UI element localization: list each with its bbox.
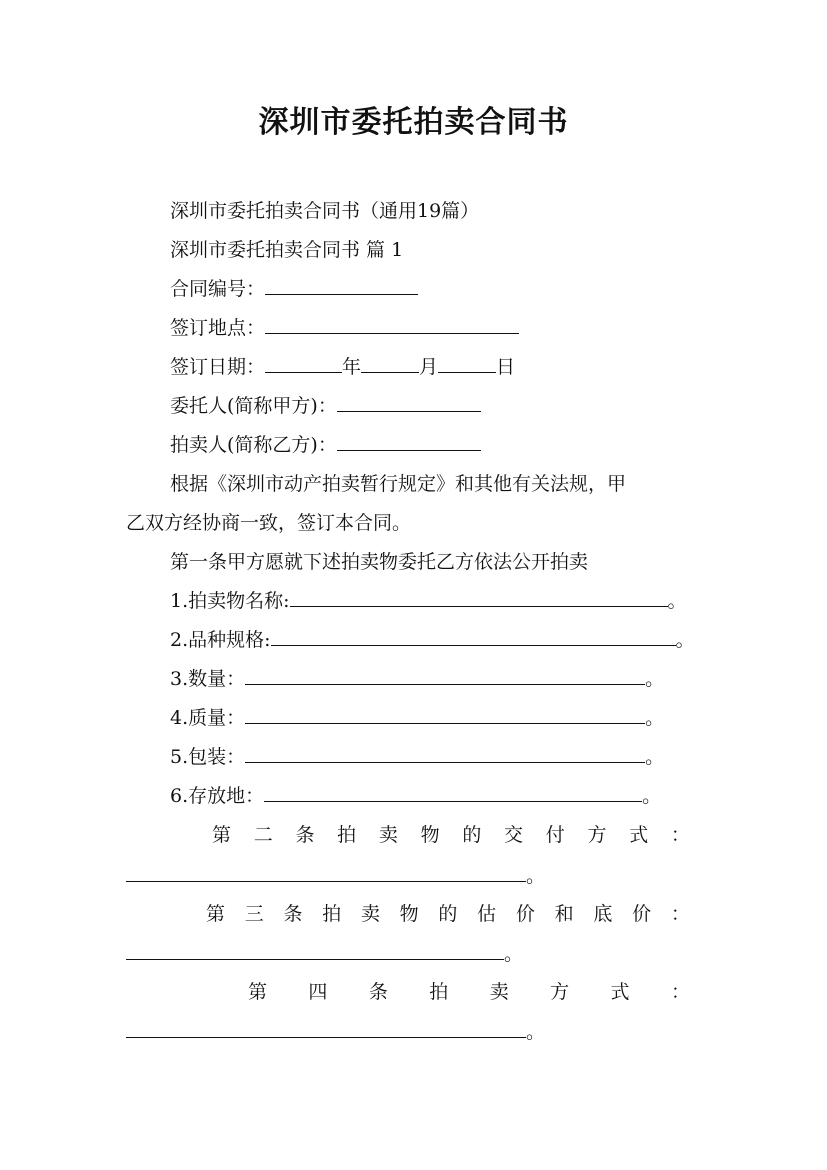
item-3-label: 3.数量： xyxy=(170,668,246,690)
item-5-blank[interactable] xyxy=(245,741,645,763)
article-2-char: 方 xyxy=(587,824,607,846)
item-6-period: 。 xyxy=(642,785,662,807)
article-2-char: 卖 xyxy=(378,824,398,846)
article-3-char: ： xyxy=(670,903,690,925)
item-5-row xyxy=(170,738,664,777)
item-4-label: 4.质量： xyxy=(170,707,246,729)
article-3-heading xyxy=(206,895,690,934)
article-2-char: 第 xyxy=(212,824,232,846)
principal-label: 委托人(简称甲方)： xyxy=(170,395,337,417)
article-4-char: 四 xyxy=(308,981,328,1003)
auctioneer-blank[interactable] xyxy=(337,429,481,451)
item-2-row xyxy=(170,621,695,660)
article-2-period: 。 xyxy=(526,865,546,887)
article-2-blank[interactable] xyxy=(126,860,526,882)
contract-no-blank[interactable] xyxy=(265,273,418,295)
item-1-row xyxy=(170,582,687,621)
article-2-char: 交 xyxy=(504,824,524,846)
sign-date-label: 签订日期： xyxy=(170,356,266,378)
article-2-char: 条 xyxy=(295,824,315,846)
principal-row xyxy=(170,387,481,426)
article-3-char: 第 xyxy=(206,903,226,925)
article-2-char: 物 xyxy=(420,824,440,846)
article-3-char: 底 xyxy=(593,903,613,925)
article-2-char: ： xyxy=(670,824,690,846)
page-title: 深圳市委托拍卖合同书 xyxy=(258,105,569,140)
article-3-char: 卖 xyxy=(360,903,380,925)
article-2-heading xyxy=(212,816,690,855)
article-4-blank[interactable] xyxy=(126,1016,526,1038)
year-blank[interactable] xyxy=(265,351,342,373)
article-4-answer-row xyxy=(126,1013,545,1052)
article-3-char: 价 xyxy=(632,903,652,925)
article-1: 第一条甲方愿就下述拍卖物委托乙方依法公开拍卖 xyxy=(170,551,589,573)
article-3-char: 估 xyxy=(477,903,497,925)
article-4-char: ： xyxy=(670,981,690,1003)
auctioneer-row xyxy=(170,426,481,465)
article-3-char: 和 xyxy=(554,903,574,925)
item-4-blank[interactable] xyxy=(245,702,645,724)
article-4-char: 方 xyxy=(550,981,570,1003)
paragraph-line-1: 根据《深圳市动产拍卖暂行规定》和其他有关法规，甲 xyxy=(170,473,627,495)
sign-place-label: 签订地点： xyxy=(170,317,266,339)
article-4-period: 。 xyxy=(526,1021,546,1043)
article-3-char: 物 xyxy=(399,903,419,925)
item-1-blank[interactable] xyxy=(290,585,668,607)
item-2-period: 。 xyxy=(675,629,695,651)
article-4-char: 卖 xyxy=(489,981,509,1003)
month-blank[interactable] xyxy=(361,351,419,373)
principal-blank[interactable] xyxy=(337,390,481,412)
contract-no-row xyxy=(170,270,418,309)
article-2-char: 拍 xyxy=(337,824,357,846)
article-3-char: 拍 xyxy=(322,903,342,925)
paragraph-line-2: 乙双方经协商一致，签订本合同。 xyxy=(126,512,412,534)
article-3-char: 三 xyxy=(244,903,264,925)
article-4-char: 条 xyxy=(368,981,388,1003)
article-3-char: 的 xyxy=(438,903,458,925)
article-4-heading xyxy=(248,973,690,1012)
article-2-char: 付 xyxy=(545,824,565,846)
sign-place-blank[interactable] xyxy=(265,312,519,334)
item-4-row xyxy=(170,699,664,738)
item-6-row xyxy=(170,777,661,816)
item-1-period: 。 xyxy=(667,590,687,612)
day-label: 日 xyxy=(496,356,516,378)
item-4-period: 。 xyxy=(645,707,665,729)
article-2-answer-row xyxy=(126,857,545,896)
article-4-char: 式 xyxy=(610,981,630,1003)
article-2-char: 二 xyxy=(253,824,273,846)
day-blank[interactable] xyxy=(438,351,496,373)
sign-place-row xyxy=(170,309,519,348)
article-3-period: 。 xyxy=(504,943,524,965)
item-1-label: 1.拍卖物名称: xyxy=(170,590,290,612)
item-3-row xyxy=(170,660,664,699)
article-4-char: 第 xyxy=(248,981,268,1003)
contract-no-label: 合同编号： xyxy=(170,278,266,300)
year-label: 年 xyxy=(342,356,362,378)
article-3-char: 条 xyxy=(283,903,303,925)
item-3-blank[interactable] xyxy=(245,663,645,685)
article-3-char: 价 xyxy=(515,903,535,925)
article-3-answer-row xyxy=(126,935,523,974)
sign-date-row xyxy=(170,348,515,387)
article-2-char: 式 xyxy=(629,824,649,846)
heading-collection: 深圳市委托拍卖合同书（通用19篇） xyxy=(170,200,480,222)
item-6-label: 6.存放地： xyxy=(170,785,265,807)
item-2-label: 2.品种规格: xyxy=(170,629,271,651)
article-2-char: 的 xyxy=(462,824,482,846)
heading-article: 深圳市委托拍卖合同书 篇 1 xyxy=(170,239,404,261)
item-6-blank[interactable] xyxy=(264,780,642,802)
article-4-char: 拍 xyxy=(429,981,449,1003)
item-5-label: 5.包装： xyxy=(170,746,246,768)
month-label: 月 xyxy=(419,356,439,378)
item-2-blank[interactable] xyxy=(271,624,676,646)
auctioneer-label: 拍卖人(简称乙方)： xyxy=(170,434,337,456)
item-3-period: 。 xyxy=(645,668,665,690)
item-5-period: 。 xyxy=(645,746,665,768)
article-3-blank[interactable] xyxy=(126,938,504,960)
